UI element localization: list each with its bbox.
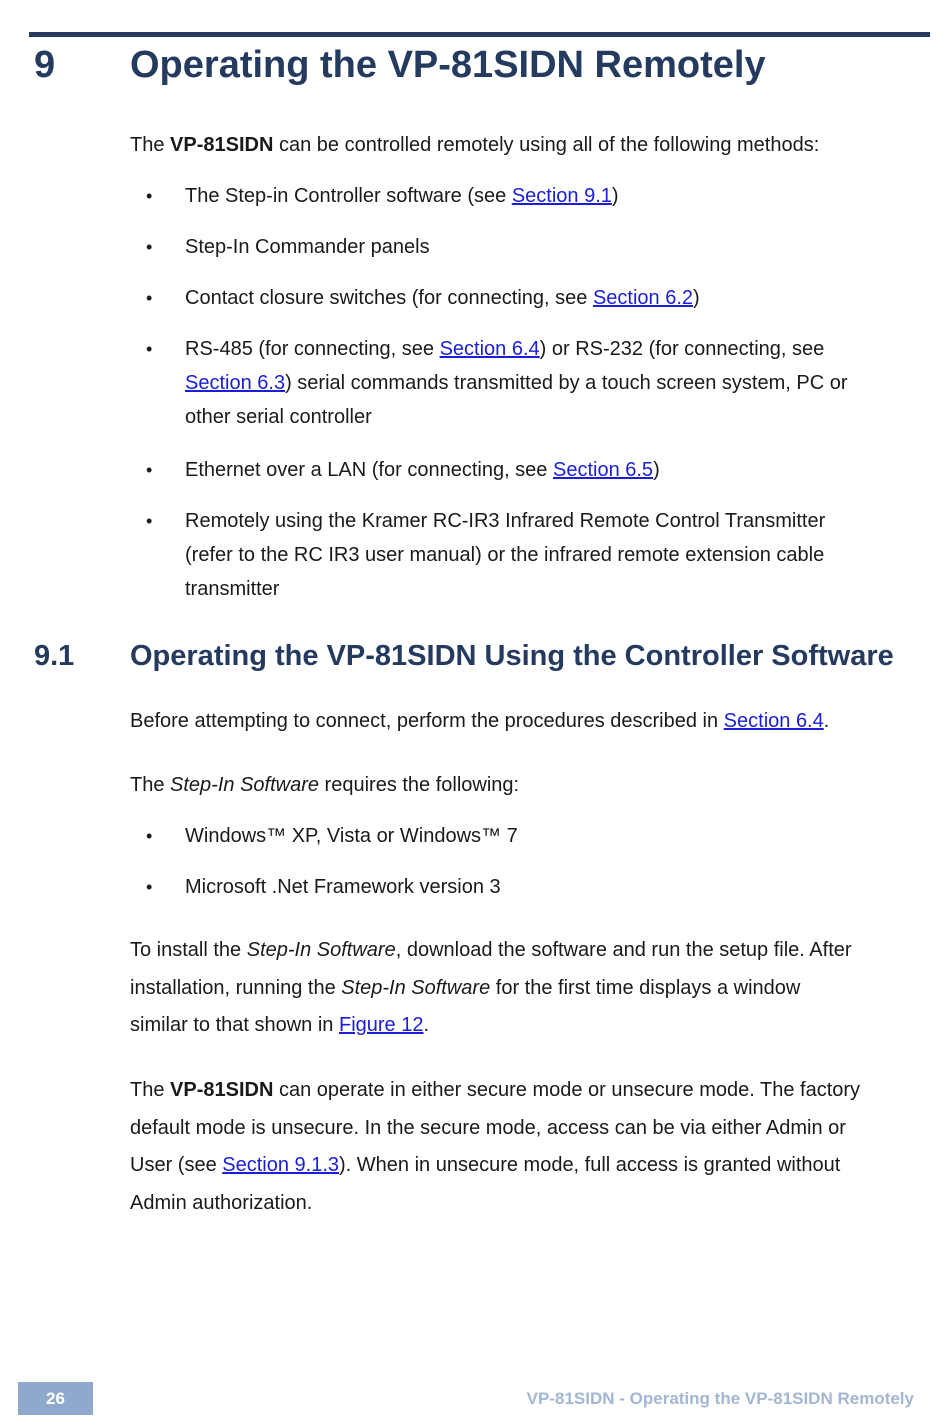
section-title: Operating the VP-81SIDN Remotely (130, 44, 766, 86)
section-link[interactable]: Section 6.5 (552, 459, 654, 481)
section-9-heading (0, 40, 950, 90)
bullet-icon: • (146, 877, 153, 897)
before-paragraph: Before attempting to connect, perform the procedures described in Section 6.4. (130, 710, 830, 732)
section-link[interactable]: Section 9.1.3 (222, 1154, 339, 1176)
section-number: 9 (34, 44, 56, 86)
section-number: 9.1 (34, 640, 75, 672)
section-link[interactable]: Section 9.1 (511, 185, 612, 207)
bullet-icon: • (146, 339, 153, 359)
section-9-1-heading (0, 636, 950, 676)
section-title: Operating the VP-81SIDN Using the Controller Software (130, 640, 894, 672)
section-link[interactable]: Section 6.2 (592, 287, 694, 309)
header-rule (29, 32, 930, 37)
bullet-icon: • (146, 826, 153, 846)
bullet-icon: • (146, 511, 153, 531)
intro-paragraph: The VP-81SIDN can be controlled remotely using all of the following methods: (130, 134, 820, 156)
section-link[interactable]: Section 6.4 (723, 710, 824, 732)
bullet-icon: • (146, 237, 153, 257)
bullet-icon: • (146, 288, 153, 308)
page-number: 26 (18, 1382, 93, 1415)
bullet-icon: • (146, 186, 153, 206)
requires-paragraph: The Step-In Software requires the following: (130, 774, 520, 796)
secure-paragraph: The VP-81SIDN can operate in either secure mode or unsecure mode. The factory default mode is unsecure. In the secure mode, access can be via either Admin or User (see Section 9.1.3). When in unsecure mode, full access is granted without Admin authorization. (130, 1079, 861, 1214)
bullet-icon: • (146, 460, 153, 480)
footer-title: VP-81SIDN - Operating the VP-81SIDN Remotely (526, 1389, 914, 1408)
section-link[interactable]: Section 6.4 (439, 338, 540, 360)
section-link[interactable]: Section 6.3 (185, 372, 286, 394)
figure-link[interactable]: Figure 12 (338, 1014, 424, 1036)
install-paragraph: To install the Step-In Software, download the software and run the setup file. After installation, running the Step-In Software for the first time displays a window similar to that shown in Figure 12. (130, 939, 852, 1036)
